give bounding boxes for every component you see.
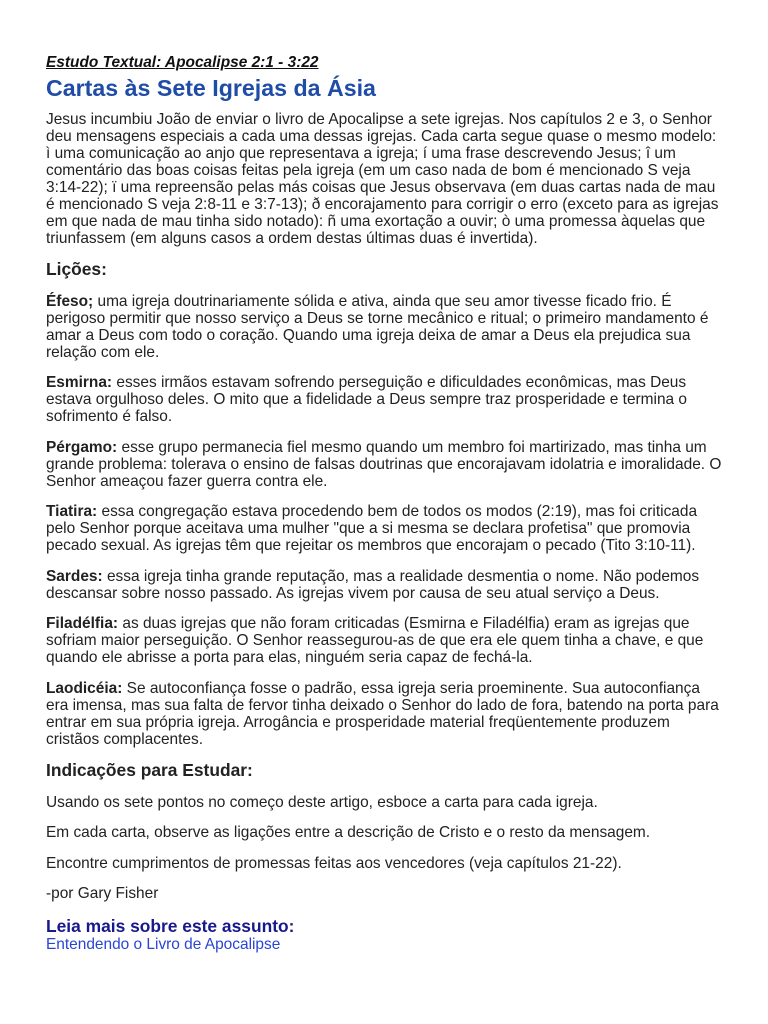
lesson-paragraph-esmirna xyxy=(46,374,756,425)
author-byline: -por Gary Fisher xyxy=(46,885,159,902)
intro-paragraph: Jesus incumbiu João de enviar o livro de Apocalipse a sete igrejas. Nos capítulos 2 e 3, o Senhor deu mensagens especiais a cada uma dessas igrejas. Cada carta segue quase o mesmo modelo: ì uma comunicação ao anjo que representava a igreja; í uma frase descrevendo Jesus; î um comentário das boas coisas feitas pela igreja (em um caso nada de bom é mencionado S veja 3:14-22); ï uma repreensão pelas más coisas que Jesus observava (em duas cartas nada de mau é mencionado S veja 2:8-11 e 3:7-13); ð encorajamento para corrigir o erro (exceto para as igrejas em que nada de mau tinha sido notado): ñ uma exortação a ouvir; ò uma promessa àquelas que triunfassem (em alguns casos a ordem destas últimas duas é invertida). xyxy=(46,110,719,247)
lesson-paragraph-efeso xyxy=(46,293,756,361)
lesson-paragraph-pergamo xyxy=(46,439,756,490)
lesson-paragraph-laodiceia xyxy=(46,680,756,748)
lesson-label: Pérgamo: xyxy=(46,438,118,456)
study-instruction: Em cada carta, observe as ligações entre a descrição de Cristo e o resto da mensagem. xyxy=(46,824,651,841)
lesson-text: as duas igrejas que não foram criticadas (Esmirna e Filadélfia) eram as igrejas que sofriam maior perseguição. O Senhor reassegurou-as de que era ele quem tinha a chave, e que quando ele abrisse a porta para elas, ninguém seria capaz de fechá-la. xyxy=(46,615,704,666)
study-instruction: Usando os sete pontos no começo deste artigo, esboce a carta para cada igreja. xyxy=(46,793,598,811)
lesson-text: essa igreja tinha grande reputação, mas a realidade desmentia o nome. Não podemos descansar sobre nosso passado. As igrejas vivem por causa de seu atual serviço a Deus. xyxy=(46,567,700,602)
lesson-paragraph-sardes xyxy=(46,568,756,602)
read-more-link[interactable]: Entendendo o Livro de Apocalipse xyxy=(46,935,281,953)
lesson-label: Esmirna: xyxy=(46,374,113,391)
lesson-label: Sardes: xyxy=(46,567,103,585)
page-title: Cartas às Sete Igrejas da Ásia xyxy=(46,75,376,101)
lessons-heading: Lições: xyxy=(46,259,107,279)
series-title: Estudo Textual: Apocalipse 2:1 - 3:22 xyxy=(46,54,319,71)
lesson-label: Laodicéia: xyxy=(46,679,123,697)
lesson-text: essa congregação estava procedendo bem de todos os modos (2:19), mas foi criticada pelo Senhor porque aceitava uma mulher "que a si mesma se declara profetisa" que promovia pecado sexual. As igrejas têm que rejeitar os membros que encorajam o pecado (Tito 3:10-11). xyxy=(46,503,698,554)
lesson-text: Se autoconfiança fosse o padrão, essa igreja seria proeminente. Sua autoconfiança era imensa, mas sua falta de fervor tinha deixado o Senhor do lado de fora, batendo na porta para entrar em sua própria igreja. Arrogância e prosperidade material freqüentemente produzem cristãos complacentes. xyxy=(46,679,719,748)
document-page xyxy=(46,54,756,953)
read-more-link-row xyxy=(46,936,756,953)
lesson-text: esses irmãos estavam sofrendo perseguição e dificuldades econômicas, mas Deus estava orgulhoso deles. O mito que a fidelidade a Deus sempre traz prosperidade e termina o sofrimento é falso. xyxy=(46,374,688,425)
lesson-text: esse grupo permanecia fiel mesmo quando um membro foi martirizado, mas tinha um grande problema: tolerava o ensino de falsas doutrinas que encorajavam idolatria e imoralidade. O Senhor ameaçou fazer guerra contra ele. xyxy=(46,438,722,490)
read-more-heading: Leia mais sobre este assunto: xyxy=(46,915,295,936)
study-heading: Indicações para Estudar: xyxy=(46,760,253,780)
lesson-label: Tiatira: xyxy=(46,503,98,520)
study-instruction: Encontre cumprimentos de promessas feitas aos vencedores (veja capítulos 21-22). xyxy=(46,854,622,872)
lesson-text: uma igreja doutrinariamente sólida e ativa, ainda que seu amor tivesse ficado frio. É perigoso permitir que nosso serviço a Deus se torne mecânico e ritual; o primeiro mandamento é amar a Deus com todo o coração. Quando uma igreja deixa de amar a Deus ela prejudica sua relação com ele. xyxy=(46,292,709,361)
lesson-paragraph-tiatira xyxy=(46,503,756,554)
lesson-paragraph-filadelfia xyxy=(46,615,756,666)
lesson-label: Filadélfia: xyxy=(46,615,119,632)
lesson-label: Éfeso; xyxy=(46,292,94,310)
